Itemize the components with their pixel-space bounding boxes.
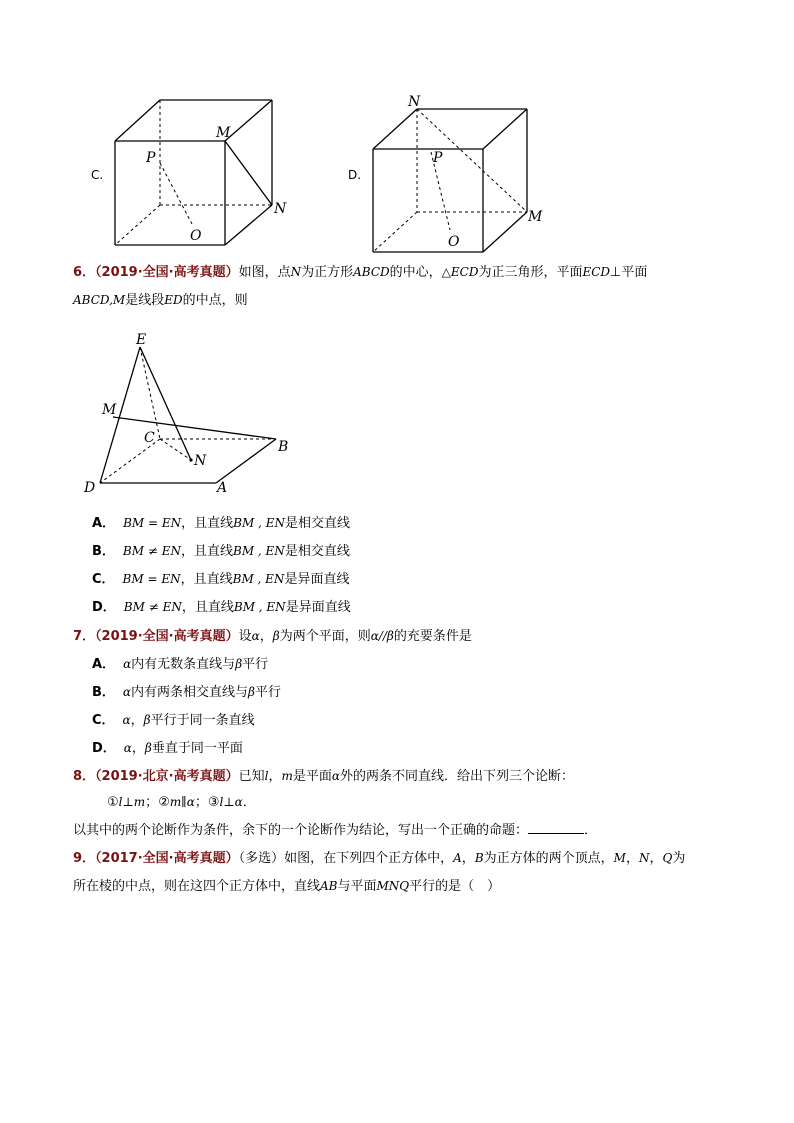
label-m: M	[216, 125, 231, 141]
option-text: 是异面直线	[284, 572, 350, 587]
option-label: B．	[92, 685, 115, 700]
math-m: m	[281, 769, 293, 783]
question-text: 为正方形	[301, 265, 354, 280]
cube-figure-c	[100, 90, 300, 255]
option-a[interactable]	[92, 514, 350, 533]
question-text: （多选）如图，在下列四个正方体中，	[238, 851, 454, 866]
question-text: 外的两条不同直线．给出下列三个论断：	[340, 769, 575, 784]
math-n: N	[638, 851, 650, 865]
option-label: D．	[92, 741, 116, 756]
math-m: M	[613, 851, 626, 865]
question-source: （2017·全国·高考真题）	[95, 851, 239, 866]
math-alpha: α	[122, 713, 131, 727]
option-lines: BM , EN	[233, 516, 285, 530]
option-b[interactable]	[92, 683, 281, 702]
math-ecd: ECD	[582, 265, 611, 279]
label-a: A	[217, 480, 228, 496]
math-alpha: α	[122, 685, 132, 699]
answer-blank[interactable]	[528, 821, 584, 834]
question-text: ，	[268, 769, 282, 784]
question-text: 为	[672, 851, 686, 866]
perp-symbol: ⊥	[610, 265, 622, 280]
option-math: BM ≠ EN	[123, 600, 182, 614]
circled-two: ②	[158, 795, 170, 810]
option-lines: BM , EN	[232, 572, 285, 586]
question-text: 以其中的两个论断作为条件，余下的一个论断作为结论，写出一个正确的命题：	[73, 823, 529, 838]
statement-1: l⊥m	[118, 795, 146, 809]
separator: ，	[461, 851, 475, 866]
separator: ；	[194, 795, 208, 810]
math-condition: α//β	[370, 629, 394, 643]
question-text: 是线段	[125, 293, 165, 308]
question-number: 9．	[73, 851, 96, 866]
circled-three: ③	[207, 795, 220, 810]
option-lines: BM , EN	[233, 600, 286, 614]
math-abcd: ABCD	[353, 265, 390, 279]
math-beta: β	[144, 741, 152, 755]
math-ed: ED	[164, 293, 183, 307]
option-label: C．	[92, 572, 115, 587]
math-q: Q	[662, 851, 673, 865]
statements-line	[107, 793, 256, 812]
question-text: 所在棱的中点，则在这四个正方体中，直线	[73, 879, 321, 894]
question-text: ，	[259, 629, 273, 644]
label-n: N	[274, 201, 287, 217]
option-c[interactable]	[92, 570, 349, 589]
label-m: M	[528, 209, 543, 225]
option-lines: BM , EN	[233, 544, 285, 558]
label-b: B	[278, 439, 289, 455]
question-9	[73, 849, 773, 899]
question-text: 如图，点	[238, 265, 291, 280]
option-text: 是相交直线	[284, 516, 350, 531]
label-n: N	[194, 453, 207, 469]
option-a[interactable]	[92, 655, 268, 674]
label-m: M	[102, 402, 117, 418]
math-a: A	[453, 851, 462, 865]
math-beta: β	[272, 629, 280, 643]
period: ．	[584, 823, 598, 838]
question-7	[73, 627, 773, 763]
option-label: D．	[92, 600, 116, 615]
question-text: 设	[238, 629, 252, 644]
question-text: 已知	[238, 769, 265, 784]
question-6-options	[92, 514, 692, 622]
option-text: 内有无数条直线与	[131, 657, 236, 672]
label-o: O	[190, 228, 202, 244]
question-text: 为正三角形，平面	[478, 265, 583, 280]
option-text: ，且直线	[181, 600, 234, 615]
option-text: ，且直线	[181, 516, 234, 531]
math-alpha: α	[123, 657, 132, 671]
label-p: P	[146, 150, 156, 166]
option-text: 内有两条相交直线与	[131, 685, 249, 700]
label-d: D	[84, 480, 96, 496]
question-source: （2019·全国·高考真题）	[95, 265, 239, 280]
math-n: N	[290, 265, 302, 279]
cube-figure-d	[360, 90, 560, 260]
option-label: B．	[92, 544, 115, 559]
option-label: A．	[92, 657, 116, 672]
option-math: BM = EN	[122, 572, 181, 586]
question-number: 7．	[73, 629, 96, 644]
question-text: 与平面	[337, 879, 377, 894]
question-text: 为正方体的两个顶点，	[483, 851, 614, 866]
math-alpha: α	[251, 629, 260, 643]
label-p: P	[433, 150, 443, 166]
separator: ；	[145, 795, 159, 810]
option-text: 是异面直线	[285, 600, 351, 615]
math-beta: β	[143, 713, 151, 727]
question-8	[73, 767, 773, 847]
option-text: ，且直线	[180, 572, 233, 587]
option-text: 平行于同一条直线	[150, 713, 255, 728]
math-alpha: α	[331, 769, 340, 783]
separator: ，	[625, 851, 639, 866]
option-math: BM = EN	[123, 516, 182, 530]
math-b: B	[474, 851, 484, 865]
math-ab: AB	[320, 879, 338, 893]
math-abcd-m: ABCD,M	[73, 293, 126, 307]
math-triangle-ecd: △ECD	[441, 265, 479, 279]
option-text: ，且直线	[180, 544, 233, 559]
question-text: 的充要条件是	[393, 629, 472, 644]
math-alpha: α	[123, 741, 132, 755]
option-d[interactable]	[92, 598, 351, 617]
option-label: C．	[92, 713, 115, 728]
pyramid-figure-q6	[80, 330, 300, 495]
option-text: 平行	[242, 657, 269, 672]
label-o: O	[448, 234, 460, 250]
math-beta: β	[235, 657, 243, 671]
option-text: 垂直于同一平面	[151, 741, 243, 756]
option-label: A．	[92, 516, 116, 531]
option-c[interactable]	[92, 711, 255, 730]
option-text: ，	[130, 713, 144, 728]
period: ．	[242, 795, 256, 810]
question-text: 平行的是（ ）	[409, 879, 501, 894]
option-b[interactable]	[92, 542, 350, 561]
option-d[interactable]	[92, 739, 243, 758]
separator: ，	[649, 851, 663, 866]
question-text: 的中点，则	[182, 293, 248, 308]
statement-2: m∥α	[169, 795, 195, 809]
question-text: 为两个平面，则	[279, 629, 371, 644]
option-c-label: C.	[91, 168, 104, 182]
question-text: 是平面	[292, 769, 332, 784]
question-source: （2019·北京·高考真题）	[95, 769, 239, 784]
option-math: BM ≠ EN	[122, 544, 181, 558]
option-text: 是相交直线	[284, 544, 350, 559]
label-n: N	[408, 94, 421, 110]
label-e: E	[136, 332, 147, 348]
option-text: ，	[131, 741, 145, 756]
math-l: l	[264, 769, 269, 783]
label-c: C	[144, 430, 155, 446]
question-6	[73, 263, 773, 323]
math-beta: β	[248, 685, 255, 699]
question-text: 平面	[621, 265, 648, 280]
question-number: 8．	[73, 769, 96, 784]
option-d-label: D.	[348, 168, 362, 182]
circled-one: ①	[107, 795, 119, 810]
option-text: 平行	[254, 685, 281, 700]
question-text: 的中心，	[389, 265, 442, 280]
statement-3: l⊥α	[219, 795, 243, 809]
question-number: 6．	[73, 265, 96, 280]
question-source: （2019·全国·高考真题）	[95, 629, 239, 644]
math-mnq: MNQ	[376, 879, 410, 893]
